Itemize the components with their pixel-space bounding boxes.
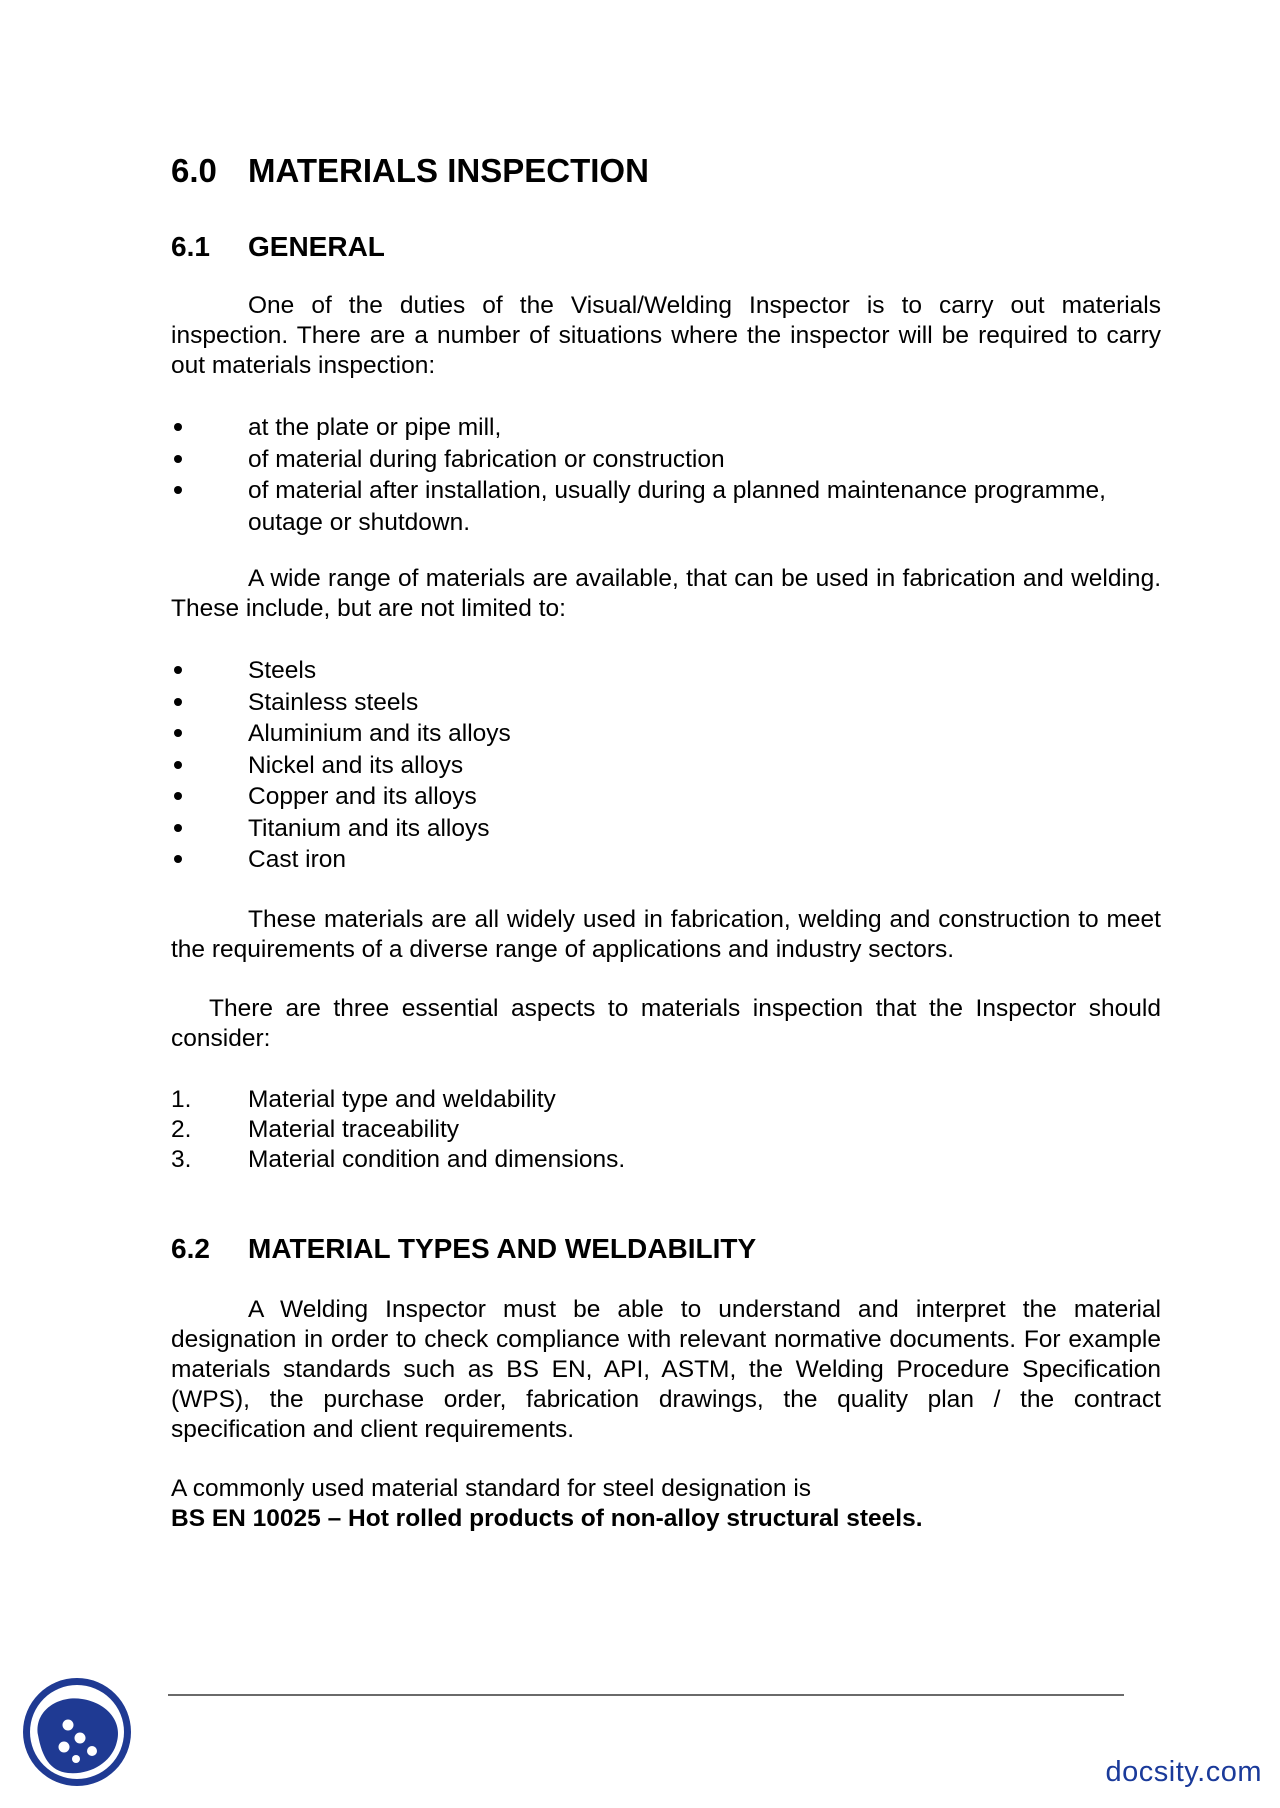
list-item: Nickel and its alloys <box>171 750 1161 782</box>
material-types-paragraph: A Welding Inspector must be able to understand and interpret the material designation in order to check compliance with relevant normative documents. For example materials standards such as BS EN, API, ASTM, the Welding Procedure Specification (WPS), the purchase order, fabrication drawings, the quality plan / the contract specification and client requirements. <box>171 1296 1161 1443</box>
list-item: Steels <box>171 655 1161 687</box>
list-item: 3. Material condition and dimensions. <box>171 1146 626 1173</box>
bullet-icon <box>174 423 182 431</box>
section-heading-general <box>171 231 385 263</box>
standard-intro-line: A commonly used material standard for steel designation is <box>171 1475 812 1502</box>
bullet-icon <box>174 761 182 769</box>
chapter-heading <box>171 152 649 190</box>
list-item: of material after installation, usually during a planned maintenance programme, outage or shutdown. <box>171 475 1161 538</box>
list-number: 3. <box>171 1146 192 1173</box>
list-item: Stainless steels <box>171 687 1161 719</box>
bullet-icon <box>174 792 182 800</box>
section-heading-material-types <box>171 1233 756 1265</box>
docsity-watermark[interactable]: docsity.com <box>1105 1756 1262 1788</box>
list-number: 2. <box>171 1116 192 1143</box>
list-item: Copper and its alloys <box>171 781 1161 813</box>
section-number: 6.1 <box>171 231 210 262</box>
situations-list <box>171 412 1161 538</box>
chapter-title: MATERIALS INSPECTION <box>248 152 649 189</box>
bullet-icon <box>174 855 182 863</box>
list-item: Titanium and its alloys <box>171 813 1161 845</box>
docsity-logo-icon <box>20 1675 135 1790</box>
section-title: MATERIAL TYPES AND WELDABILITY <box>248 1233 757 1264</box>
bullet-icon <box>174 698 182 706</box>
list-item: Cast iron <box>171 844 1161 876</box>
chapter-number: 6.0 <box>171 152 217 189</box>
list-item: 2. Material traceability <box>171 1116 460 1143</box>
bullet-icon <box>174 729 182 737</box>
materials-usage-paragraph: These materials are all widely used in fabrication, welding and construction to meet the requirements of a diverse range of applications and industry sectors. <box>171 906 1161 963</box>
materials-list <box>171 655 1161 876</box>
bullet-icon <box>174 455 182 463</box>
section-title: GENERAL <box>248 231 385 262</box>
aspects-list <box>171 1085 1161 1175</box>
list-item: of material during fabrication or construction <box>171 444 1161 476</box>
standard-name-line: BS EN 10025 – Hot rolled products of non-alloy structural steels. <box>171 1505 923 1532</box>
section-number: 6.2 <box>171 1233 210 1264</box>
general-intro-paragraph: One of the duties of the Visual/Welding Inspector is to carry out materials inspection. There are a number of situations where the inspector will be required to carry out materials inspection: <box>171 292 1161 379</box>
list-item: 1. Material type and weldability <box>171 1086 556 1113</box>
bullet-icon <box>174 666 182 674</box>
aspects-intro-paragraph: There are three essential aspects to materials inspection that the Inspector should consider: <box>171 995 1161 1052</box>
list-item: Aluminium and its alloys <box>171 718 1161 750</box>
list-number: 1. <box>171 1086 192 1113</box>
bullet-icon <box>174 486 182 494</box>
list-item: at the plate or pipe mill, <box>171 412 1161 444</box>
bullet-icon <box>174 824 182 832</box>
footer-divider <box>168 1694 1124 1696</box>
materials-intro-paragraph: A wide range of materials are available, that can be used in fabrication and welding. These include, but are not limited to: <box>171 565 1161 622</box>
